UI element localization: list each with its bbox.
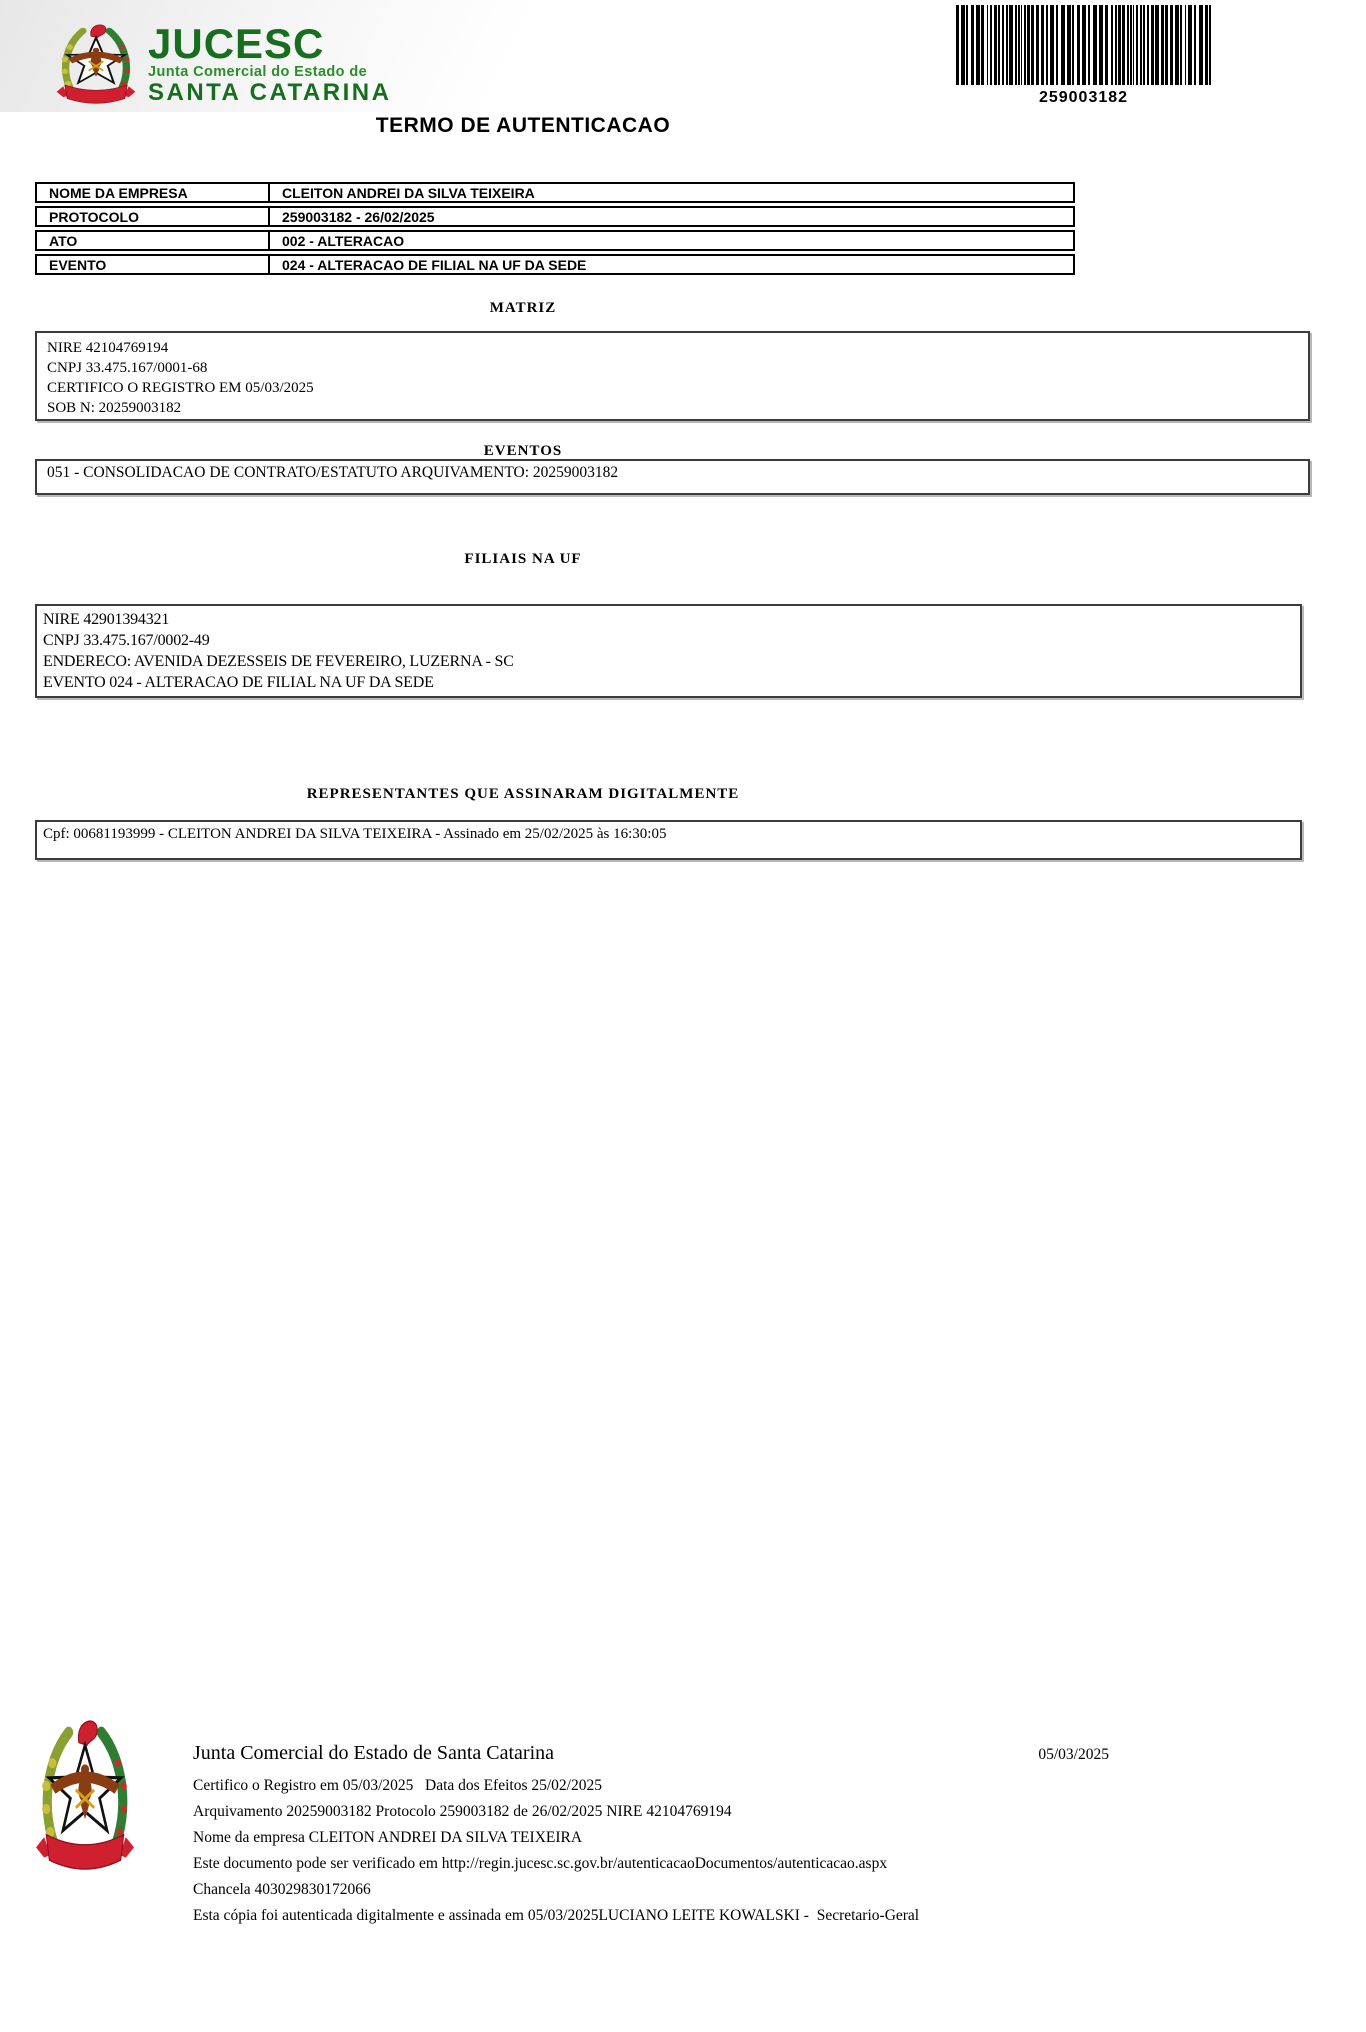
filiais-heading: FILIAIS NA UF — [464, 551, 582, 567]
matriz-line: CERTIFICO O REGISTRO EM 05/03/2025 — [47, 380, 314, 396]
footer-line: Este documento pode ser verificado em http://regin.jucesc.sc.gov.br/autenticacaoDocumentos/autenticacao.aspx — [193, 1855, 888, 1872]
matriz-line: SOB N: 20259003182 — [47, 400, 182, 416]
logo-acronym: JUCESC — [148, 20, 325, 67]
logo-org-line1: Junta Comercial do Estado de — [148, 64, 368, 80]
matriz-heading: MATRIZ — [489, 300, 557, 316]
eventos-box — [35, 459, 1310, 495]
row-label: ATO — [37, 232, 270, 249]
filiais-line: NIRE 42901394321 — [43, 611, 170, 628]
row-value: 259003182 - 26/02/2025 — [282, 209, 435, 225]
filiais-line: CNPJ 33.475.167/0002-49 — [43, 632, 210, 649]
footer-org-row — [193, 1742, 1109, 1765]
footer-line: Chancela 403029830172066 — [193, 1881, 371, 1898]
table-row — [35, 206, 1075, 227]
row-value: 002 - ALTERACAO — [282, 233, 405, 249]
info-table — [35, 182, 1075, 278]
filiais-line: EVENTO 024 - ALTERACAO DE FILIAL NA UF DA SEDE — [43, 674, 434, 691]
row-label: PROTOCOLO — [37, 208, 270, 225]
jucesc-logo — [148, 20, 392, 106]
representantes-line: Cpf: 00681193999 - CLEITON ANDREI DA SILVA TEIXEIRA - Assinado em 25/02/2025 às 16:30:05 — [43, 826, 667, 842]
matriz-line: NIRE 42104769194 — [47, 340, 169, 356]
footer-line: Esta cópia foi autenticada digitalmente e assinada em 05/03/2025LUCIANO LEITE KOWALSKI - Secretario-Geral — [193, 1907, 920, 1924]
table-row — [35, 230, 1075, 251]
row-label: EVENTO — [37, 256, 270, 273]
document-title: TERMO DE AUTENTICACAO — [375, 114, 671, 137]
filiais-line: ENDERECO: AVENIDA DEZESSEIS DE FEVEREIRO, LUZERNA - SC — [43, 653, 514, 670]
santa-catarina-coat-of-arms-icon — [55, 20, 137, 108]
footer-date: 05/03/2025 — [1038, 1746, 1109, 1763]
santa-catarina-coat-of-arms-icon — [34, 1712, 136, 1878]
eventos-heading: EVENTOS — [483, 443, 563, 459]
filiais-box — [35, 604, 1302, 698]
footer-org-name: Junta Comercial do Estado de Santa Catarina — [193, 1742, 555, 1764]
matriz-line: CNPJ 33.475.167/0001-68 — [47, 360, 208, 376]
footer-certification — [193, 1742, 1109, 1929]
table-row — [35, 254, 1075, 275]
barcode-number: 259003182 — [1038, 89, 1129, 106]
barcode — [957, 5, 1210, 85]
representantes-box — [35, 820, 1302, 860]
row-value: CLEITON ANDREI DA SILVA TEIXEIRA — [282, 185, 535, 201]
footer-line: Arquivamento 20259003182 Protocolo 259003182 de 26/02/2025 NIRE 42104769194 — [193, 1803, 732, 1820]
footer-line: Certifico o Registro em 05/03/2025 Data dos Efeitos 25/02/2025 — [193, 1777, 602, 1794]
table-row — [35, 182, 1075, 203]
barcode-block — [957, 5, 1210, 107]
row-label: NOME DA EMPRESA — [37, 184, 270, 201]
logo-org-line2: SANTA CATARINA — [148, 79, 392, 106]
row-value: 024 - ALTERACAO DE FILIAL NA UF DA SEDE — [282, 257, 587, 273]
eventos-line: 051 - CONSOLIDACAO DE CONTRATO/ESTATUTO ARQUIVAMENTO: 20259003182 — [47, 464, 619, 481]
representantes-heading: REPRESENTANTES QUE ASSINARAM DIGITALMENTE — [306, 786, 740, 802]
matriz-box — [35, 331, 1310, 421]
footer-line: Nome da empresa CLEITON ANDREI DA SILVA TEIXEIRA — [193, 1829, 583, 1846]
